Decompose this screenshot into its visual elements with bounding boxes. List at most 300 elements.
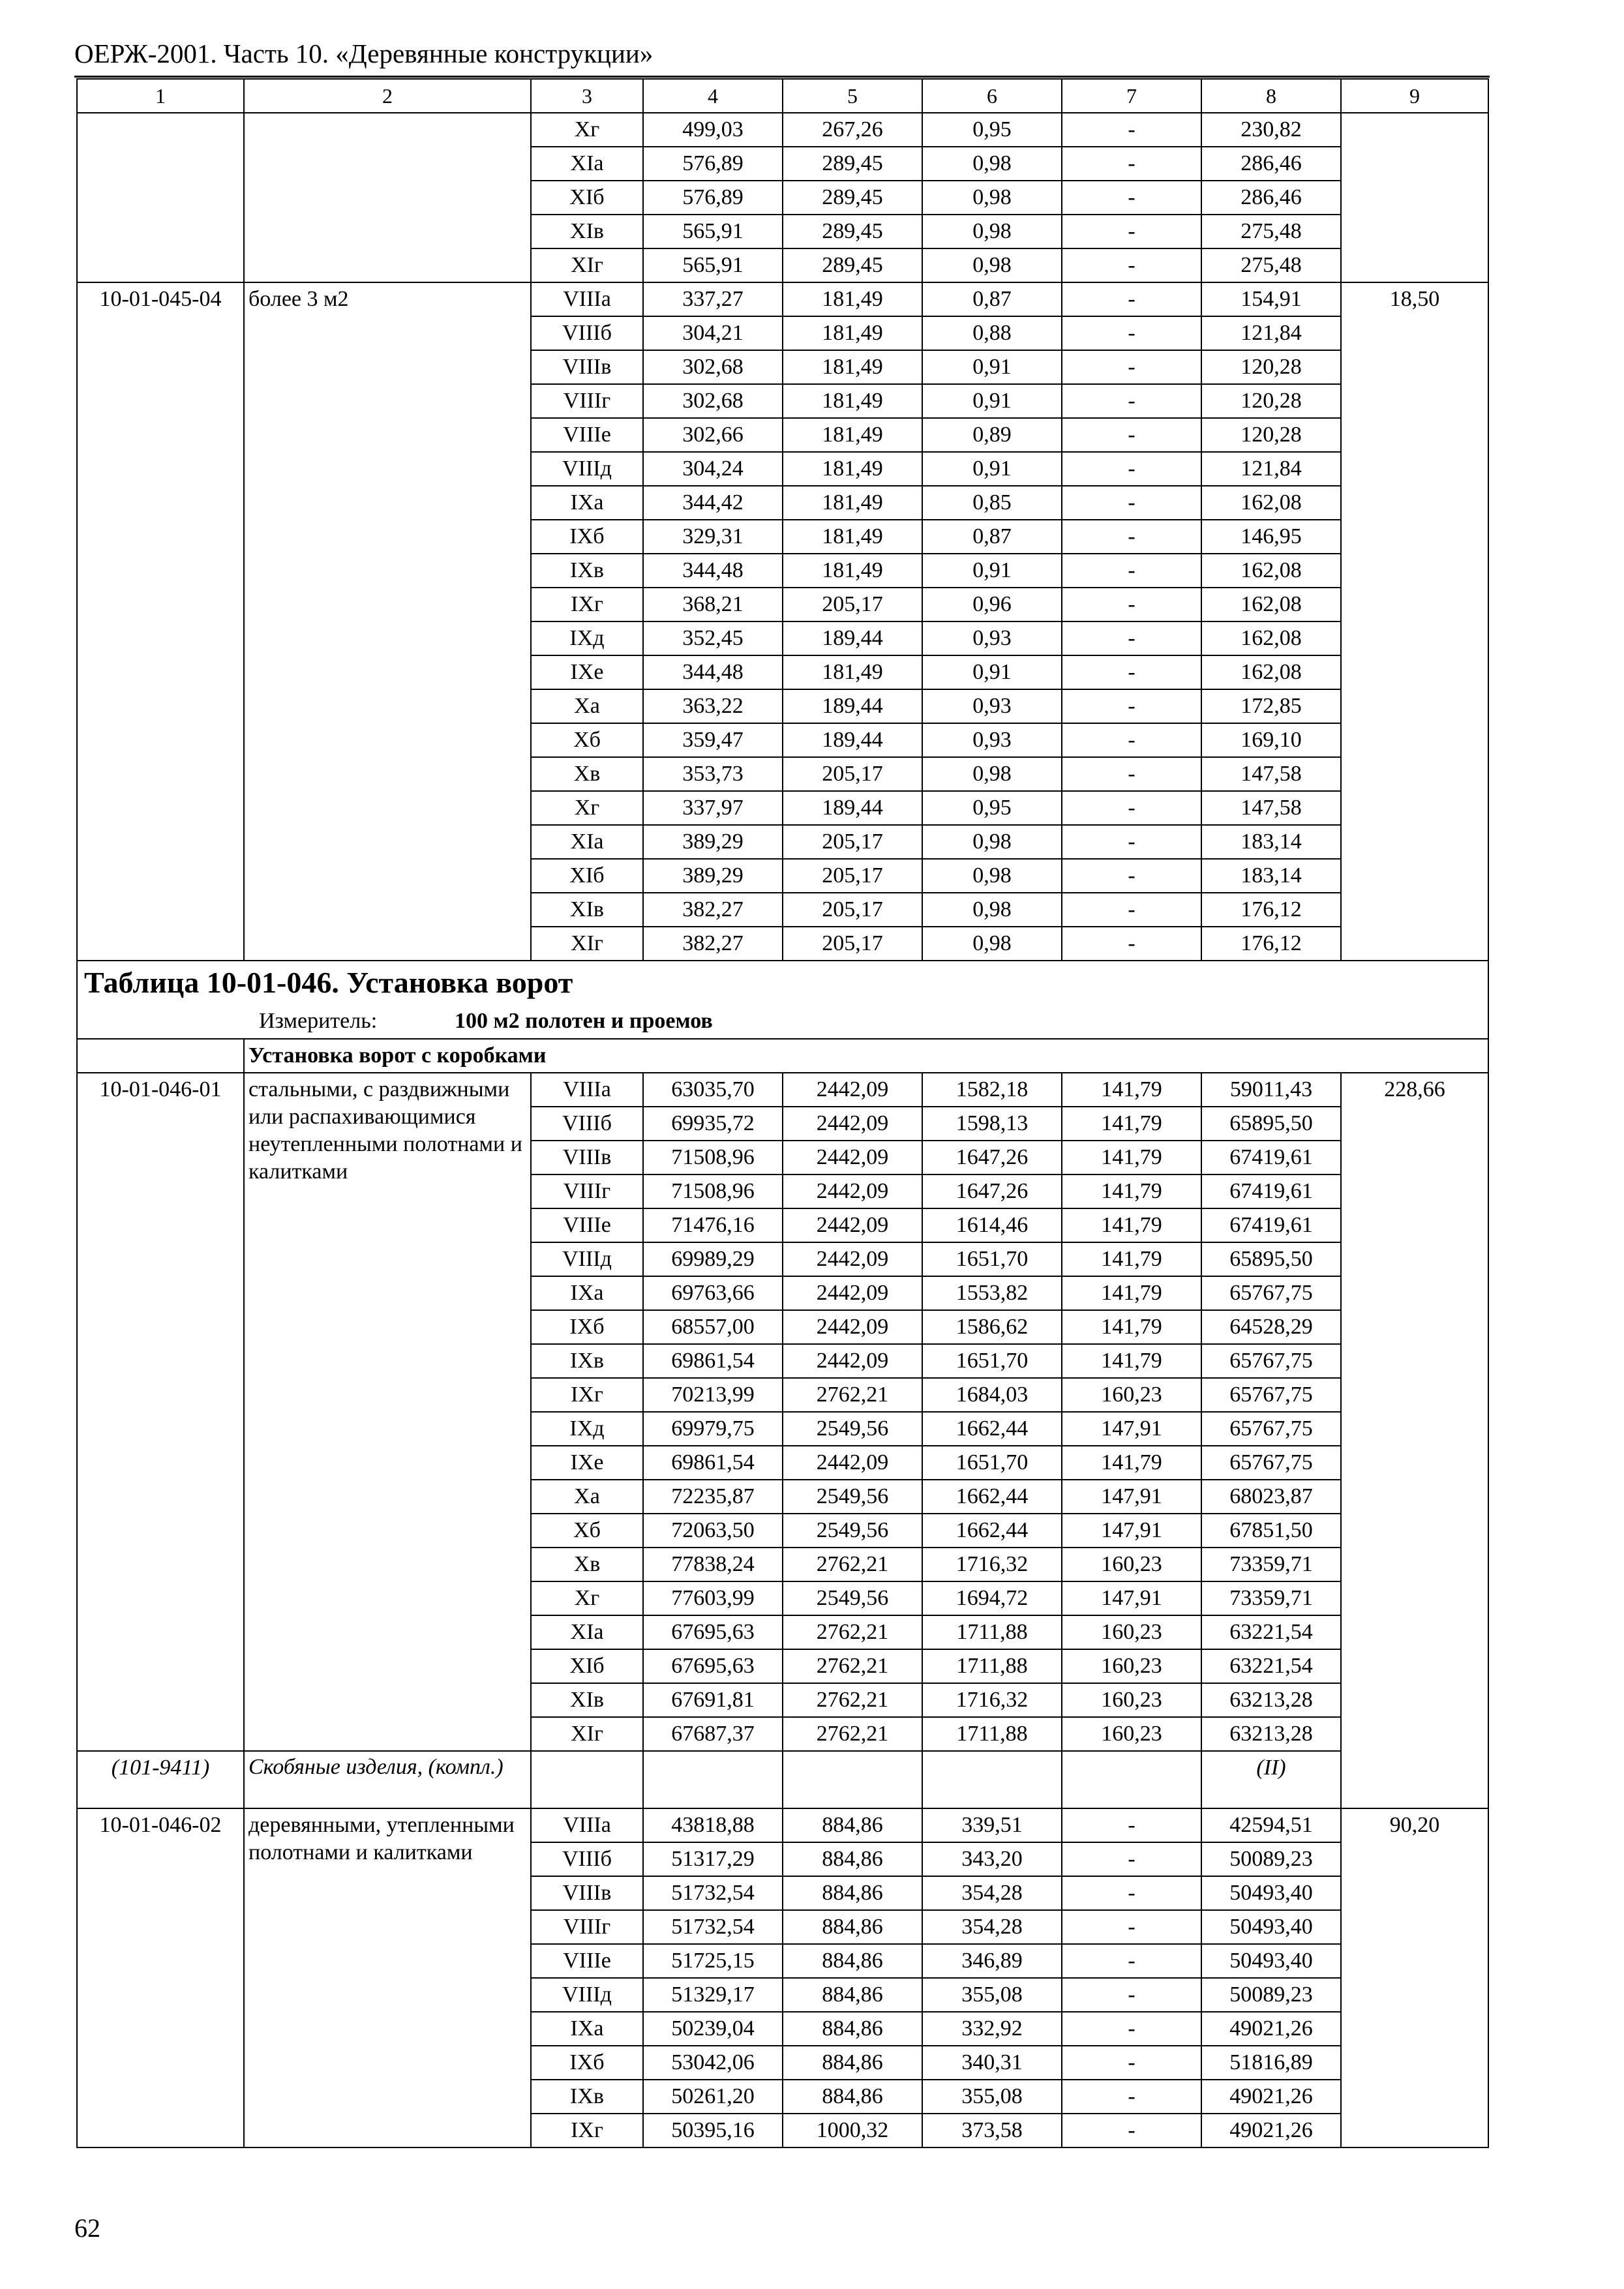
value-cell: 352,45 <box>643 621 783 655</box>
value-cell: 1586,62 <box>922 1310 1062 1344</box>
value-cell: 884,86 <box>783 2080 922 2114</box>
value-cell: 72235,87 <box>643 1480 783 1514</box>
value-cell: 884,86 <box>783 1978 922 2012</box>
value-cell: 289,45 <box>783 147 922 181</box>
column-number: 9 <box>1341 79 1488 113</box>
value-cell: 2442,09 <box>783 1446 922 1480</box>
value-cell: 141,79 <box>1062 1344 1201 1378</box>
value-cell: 1651,70 <box>922 1446 1062 1480</box>
value-cell: 2762,21 <box>783 1615 922 1649</box>
zone-cell: VIIIе <box>531 1208 643 1242</box>
empty-cell <box>77 113 244 282</box>
value-cell: 1651,70 <box>922 1344 1062 1378</box>
value-cell: - <box>1062 215 1201 248</box>
column-number: 3 <box>531 79 643 113</box>
value-cell: 162,08 <box>1201 655 1341 689</box>
zone-cell: VIIIб <box>531 316 643 350</box>
value-cell: - <box>1062 486 1201 520</box>
value-cell: 69989,29 <box>643 1242 783 1276</box>
value-cell: - <box>1062 2046 1201 2080</box>
value-cell: 0,91 <box>922 655 1062 689</box>
value-cell: 382,27 <box>643 927 783 961</box>
value-cell: 329,31 <box>643 520 783 554</box>
value-cell: 0,98 <box>922 859 1062 893</box>
zone-cell: Xа <box>531 689 643 723</box>
value-cell: - <box>1062 1978 1201 2012</box>
resource-description: Скобяные изделия, (компл.) <box>244 1751 531 1808</box>
value-cell: 373,58 <box>922 2114 1062 2147</box>
zone-cell: VIIIа <box>531 1808 643 1842</box>
value-cell: 275,48 <box>1201 215 1341 248</box>
value-cell: 73359,71 <box>1201 1581 1341 1615</box>
value-cell: 0,95 <box>922 791 1062 825</box>
value-cell: 884,86 <box>783 1876 922 1910</box>
value-cell: 337,97 <box>643 791 783 825</box>
value-cell: - <box>1062 859 1201 893</box>
value-cell: - <box>1062 927 1201 961</box>
value-cell: 176,12 <box>1201 927 1341 961</box>
value-cell: 50493,40 <box>1201 1944 1341 1978</box>
value-cell: 181,49 <box>783 384 922 418</box>
value-cell: 0,98 <box>922 825 1062 859</box>
value-cell: 141,79 <box>1062 1141 1201 1174</box>
value-cell: 576,89 <box>643 147 783 181</box>
value-cell: 141,79 <box>1062 1107 1201 1141</box>
value-cell: 141,79 <box>1062 1242 1201 1276</box>
column-number: 4 <box>643 79 783 113</box>
value-cell: 72063,50 <box>643 1514 783 1548</box>
value-cell: 289,45 <box>783 248 922 282</box>
value-cell: 147,91 <box>1062 1581 1201 1615</box>
value-cell: 51732,54 <box>643 1910 783 1944</box>
zone-cell: IXа <box>531 1276 643 1310</box>
value-cell: 141,79 <box>1062 1174 1201 1208</box>
value-cell: 205,17 <box>783 859 922 893</box>
value-cell: 343,20 <box>922 1842 1062 1876</box>
value-cell: - <box>1062 452 1201 486</box>
value-cell: 340,31 <box>922 2046 1062 2080</box>
value-cell: - <box>1062 1944 1201 1978</box>
value-cell: 0,98 <box>922 215 1062 248</box>
value-cell: 181,49 <box>783 418 922 452</box>
value-cell: 205,17 <box>783 588 922 621</box>
empty-cell <box>643 1751 783 1808</box>
value-cell: 69861,54 <box>643 1344 783 1378</box>
value-cell: 205,17 <box>783 893 922 927</box>
value-cell: 2549,56 <box>783 1581 922 1615</box>
value-cell: 172,85 <box>1201 689 1341 723</box>
value-cell: 49021,26 <box>1201 2080 1341 2114</box>
value-cell: 1651,70 <box>922 1242 1062 1276</box>
zone-cell: Xб <box>531 1514 643 1548</box>
value-cell: 205,17 <box>783 757 922 791</box>
value-cell: 368,21 <box>643 588 783 621</box>
zone-cell: XIг <box>531 1717 643 1751</box>
rates-table-body <box>77 79 1488 2147</box>
value-cell: 176,12 <box>1201 893 1341 927</box>
value-cell: 289,45 <box>783 181 922 215</box>
value-cell: 67419,61 <box>1201 1208 1341 1242</box>
value-cell: 65767,75 <box>1201 1412 1341 1446</box>
zone-cell: IXе <box>531 1446 643 1480</box>
value-cell: 0,93 <box>922 689 1062 723</box>
value-cell: 275,48 <box>1201 248 1341 282</box>
value-cell: 2442,09 <box>783 1344 922 1378</box>
value-cell: 344,48 <box>643 655 783 689</box>
value-cell: 1553,82 <box>922 1276 1062 1310</box>
value-cell: 147,91 <box>1062 1480 1201 1514</box>
zone-cell: VIIIе <box>531 418 643 452</box>
value-cell: 2762,21 <box>783 1548 922 1581</box>
value-cell: 162,08 <box>1201 554 1341 588</box>
column-number: 8 <box>1201 79 1341 113</box>
value-cell: 69763,66 <box>643 1276 783 1310</box>
value-cell: 71508,96 <box>643 1141 783 1174</box>
zone-cell: XIв <box>531 893 643 927</box>
value-cell: 337,27 <box>643 282 783 316</box>
labor-cost-cell: 90,20 <box>1341 1808 1488 2147</box>
value-cell: 141,79 <box>1062 1446 1201 1480</box>
value-cell: 141,79 <box>1062 1276 1201 1310</box>
rates-table <box>76 78 1489 2148</box>
value-cell: 2442,09 <box>783 1208 922 1242</box>
zone-cell: XIб <box>531 859 643 893</box>
value-cell: 884,86 <box>783 1910 922 1944</box>
value-cell: 65767,75 <box>1201 1378 1341 1412</box>
value-cell: 141,79 <box>1062 1073 1201 1107</box>
value-cell: 160,23 <box>1062 1378 1201 1412</box>
value-cell: 2442,09 <box>783 1174 922 1208</box>
empty-cell <box>531 1751 643 1808</box>
value-cell: 189,44 <box>783 689 922 723</box>
value-cell: - <box>1062 757 1201 791</box>
value-cell: 2442,09 <box>783 1141 922 1174</box>
value-cell: 147,58 <box>1201 791 1341 825</box>
labor-cost-cell: 18,50 <box>1341 282 1488 961</box>
value-cell: 363,22 <box>643 689 783 723</box>
value-cell: 65767,75 <box>1201 1446 1341 1480</box>
value-cell: - <box>1062 147 1201 181</box>
measure-label: Измеритель: <box>259 1009 378 1033</box>
value-cell: 0,91 <box>922 384 1062 418</box>
value-cell: 53042,06 <box>643 2046 783 2080</box>
value-cell: 120,28 <box>1201 384 1341 418</box>
value-cell: - <box>1062 621 1201 655</box>
value-cell: 0,98 <box>922 893 1062 927</box>
zone-cell: Xг <box>531 1581 643 1615</box>
zone-cell: XIг <box>531 927 643 961</box>
value-cell: 63213,28 <box>1201 1717 1341 1751</box>
zone-cell: IXв <box>531 554 643 588</box>
zone-cell: IXг <box>531 588 643 621</box>
value-cell: 120,28 <box>1201 418 1341 452</box>
value-cell: 1694,72 <box>922 1581 1062 1615</box>
value-cell: 2442,09 <box>783 1242 922 1276</box>
value-cell: 2442,09 <box>783 1073 922 1107</box>
value-cell: 63035,70 <box>643 1073 783 1107</box>
zone-cell: XIг <box>531 248 643 282</box>
zone-cell: Xв <box>531 757 643 791</box>
zone-cell: IXг <box>531 1378 643 1412</box>
value-cell: 2762,21 <box>783 1649 922 1683</box>
value-cell: 141,79 <box>1062 1310 1201 1344</box>
value-cell: 2762,21 <box>783 1717 922 1751</box>
value-cell: 51725,15 <box>643 1944 783 1978</box>
value-cell: 147,58 <box>1201 757 1341 791</box>
value-cell: 0,89 <box>922 418 1062 452</box>
value-cell: - <box>1062 282 1201 316</box>
column-number: 5 <box>783 79 922 113</box>
value-cell: 169,10 <box>1201 723 1341 757</box>
value-cell: 51732,54 <box>643 1876 783 1910</box>
value-cell: 565,91 <box>643 215 783 248</box>
page-number: 62 <box>74 2213 100 2243</box>
value-cell: - <box>1062 248 1201 282</box>
table-row <box>77 1808 1488 1842</box>
rate-description: более 3 м2 <box>244 282 531 961</box>
resource-class: (II) <box>1201 1751 1341 1808</box>
value-cell: - <box>1062 181 1201 215</box>
value-cell: - <box>1062 723 1201 757</box>
value-cell: 499,03 <box>643 113 783 147</box>
zone-cell: XIа <box>531 825 643 859</box>
table-row <box>77 282 1488 316</box>
zone-cell: XIв <box>531 215 643 248</box>
value-cell: 160,23 <box>1062 1649 1201 1683</box>
value-cell: 67419,61 <box>1201 1174 1341 1208</box>
value-cell: 355,08 <box>922 2080 1062 2114</box>
zone-cell: XIб <box>531 1649 643 1683</box>
value-cell: 51317,29 <box>643 1842 783 1876</box>
value-cell: 50089,23 <box>1201 1842 1341 1876</box>
zone-cell: VIIIг <box>531 1174 643 1208</box>
value-cell: 1716,32 <box>922 1548 1062 1581</box>
empty-cell <box>77 1039 244 1073</box>
table-title: Таблица 10-01-046. Установка ворот <box>77 961 1488 1004</box>
rate-description: стальными, с раздвижными или распахивающимися неутепленными полотнами и калитками <box>244 1073 531 1751</box>
value-cell: 0,91 <box>922 554 1062 588</box>
zone-cell: IXб <box>531 520 643 554</box>
zone-cell: IXд <box>531 1412 643 1446</box>
value-cell: 230,82 <box>1201 113 1341 147</box>
value-cell: 63221,54 <box>1201 1649 1341 1683</box>
value-cell: 1662,44 <box>922 1412 1062 1446</box>
value-cell: 65895,50 <box>1201 1242 1341 1276</box>
value-cell: 50261,20 <box>643 2080 783 2114</box>
value-cell: 289,45 <box>783 215 922 248</box>
empty-cell <box>1341 113 1488 282</box>
value-cell: 302,68 <box>643 350 783 384</box>
rate-code: 10-01-045-04 <box>77 282 244 961</box>
value-cell: 121,84 <box>1201 452 1341 486</box>
zone-cell: Xа <box>531 1480 643 1514</box>
value-cell: - <box>1062 520 1201 554</box>
empty-cell <box>783 1751 922 1808</box>
value-cell: 2549,56 <box>783 1480 922 1514</box>
value-cell: 50493,40 <box>1201 1876 1341 1910</box>
zone-cell: Xг <box>531 113 643 147</box>
value-cell: 1598,13 <box>922 1107 1062 1141</box>
zone-cell: VIIIа <box>531 1073 643 1107</box>
value-cell: 154,91 <box>1201 282 1341 316</box>
value-cell: 0,91 <box>922 452 1062 486</box>
zone-cell: VIIIб <box>531 1107 643 1141</box>
table-title-row <box>77 961 1488 1004</box>
value-cell: - <box>1062 1910 1201 1944</box>
value-cell: - <box>1062 588 1201 621</box>
value-cell: 1711,88 <box>922 1615 1062 1649</box>
value-cell: 67695,63 <box>643 1615 783 1649</box>
value-cell: 346,89 <box>922 1944 1062 1978</box>
value-cell: 304,24 <box>643 452 783 486</box>
zone-cell: VIIIд <box>531 1242 643 1276</box>
zone-cell: VIIIг <box>531 1910 643 1944</box>
value-cell: - <box>1062 113 1201 147</box>
value-cell: 67419,61 <box>1201 1141 1341 1174</box>
value-cell: 0,98 <box>922 147 1062 181</box>
value-cell: 0,85 <box>922 486 1062 520</box>
zone-cell: IXб <box>531 2046 643 2080</box>
zone-cell: IXв <box>531 1344 643 1378</box>
value-cell: 67695,63 <box>643 1649 783 1683</box>
value-cell: 67687,37 <box>643 1717 783 1751</box>
value-cell: 1711,88 <box>922 1649 1062 1683</box>
value-cell: 160,23 <box>1062 1683 1201 1717</box>
value-cell: 50493,40 <box>1201 1910 1341 1944</box>
rate-description: деревянными, утепленными полотнами и калитками <box>244 1808 531 2147</box>
value-cell: 69935,72 <box>643 1107 783 1141</box>
value-cell: 286,46 <box>1201 147 1341 181</box>
value-cell: 0,98 <box>922 248 1062 282</box>
table-row <box>77 113 1488 147</box>
value-cell: 63213,28 <box>1201 1683 1341 1717</box>
value-cell: 50239,04 <box>643 2012 783 2046</box>
value-cell: - <box>1062 316 1201 350</box>
value-cell: 339,51 <box>922 1808 1062 1842</box>
value-cell: 162,08 <box>1201 588 1341 621</box>
value-cell: 1662,44 <box>922 1514 1062 1548</box>
empty-cell <box>1062 1751 1201 1808</box>
value-cell: 65895,50 <box>1201 1107 1341 1141</box>
value-cell: 332,92 <box>922 2012 1062 2046</box>
resource-row <box>77 1751 1488 1808</box>
zone-cell: VIIIд <box>531 452 643 486</box>
value-cell: 189,44 <box>783 791 922 825</box>
value-cell: 354,28 <box>922 1876 1062 1910</box>
value-cell: 344,42 <box>643 486 783 520</box>
value-cell: 63221,54 <box>1201 1615 1341 1649</box>
value-cell: 68557,00 <box>643 1310 783 1344</box>
zone-cell: IXв <box>531 2080 643 2114</box>
zone-cell: IXе <box>531 655 643 689</box>
value-cell: 0,87 <box>922 282 1062 316</box>
value-cell: 77838,24 <box>643 1548 783 1581</box>
value-cell: 0,98 <box>922 181 1062 215</box>
value-cell: 65767,75 <box>1201 1344 1341 1378</box>
value-cell: 162,08 <box>1201 621 1341 655</box>
zone-cell: VIIIв <box>531 1876 643 1910</box>
value-cell: 353,73 <box>643 757 783 791</box>
value-cell: 382,27 <box>643 893 783 927</box>
zone-cell: Xв <box>531 1548 643 1581</box>
value-cell: 565,91 <box>643 248 783 282</box>
value-cell: 181,49 <box>783 520 922 554</box>
value-cell: 71476,16 <box>643 1208 783 1242</box>
value-cell: 69979,75 <box>643 1412 783 1446</box>
value-cell: 181,49 <box>783 350 922 384</box>
value-cell: 181,49 <box>783 655 922 689</box>
value-cell: 77603,99 <box>643 1581 783 1615</box>
value-cell: - <box>1062 1808 1201 1842</box>
value-cell: 2549,56 <box>783 1514 922 1548</box>
value-cell: 344,48 <box>643 554 783 588</box>
value-cell: 43818,88 <box>643 1808 783 1842</box>
value-cell: 884,86 <box>783 2046 922 2080</box>
zone-cell: IXа <box>531 2012 643 2046</box>
value-cell: 576,89 <box>643 181 783 215</box>
value-cell: 884,86 <box>783 2012 922 2046</box>
value-cell: 0,98 <box>922 927 1062 961</box>
column-number: 2 <box>244 79 531 113</box>
value-cell: - <box>1062 791 1201 825</box>
value-cell: 0,96 <box>922 588 1062 621</box>
value-cell: 884,86 <box>783 1842 922 1876</box>
value-cell: 160,23 <box>1062 1717 1201 1751</box>
value-cell: - <box>1062 2012 1201 2046</box>
value-cell: 302,66 <box>643 418 783 452</box>
value-cell: 302,68 <box>643 384 783 418</box>
value-cell: 389,29 <box>643 825 783 859</box>
value-cell: 181,49 <box>783 554 922 588</box>
zone-cell: VIIIг <box>531 384 643 418</box>
value-cell: - <box>1062 689 1201 723</box>
value-cell: 147,91 <box>1062 1514 1201 1548</box>
value-cell: 141,79 <box>1062 1208 1201 1242</box>
zone-cell: XIб <box>531 181 643 215</box>
value-cell: 160,23 <box>1062 1548 1201 1581</box>
value-cell: 1684,03 <box>922 1378 1062 1412</box>
zone-cell: VIIIв <box>531 350 643 384</box>
value-cell: 205,17 <box>783 927 922 961</box>
zone-cell: VIIIа <box>531 282 643 316</box>
zone-cell: XIа <box>531 147 643 181</box>
value-cell: 1614,46 <box>922 1208 1062 1242</box>
measure-value: 100 м2 полотен и проемов <box>455 1009 713 1033</box>
value-cell: - <box>1062 893 1201 927</box>
page-header: ОЕРЖ-2001. Часть 10. «Деревянные конструкции» <box>74 34 1490 78</box>
value-cell: 304,21 <box>643 316 783 350</box>
zone-cell: XIа <box>531 1615 643 1649</box>
column-number: 7 <box>1062 79 1201 113</box>
value-cell: 183,14 <box>1201 859 1341 893</box>
value-cell: - <box>1062 1842 1201 1876</box>
value-cell: 67691,81 <box>643 1683 783 1717</box>
value-cell: 0,98 <box>922 757 1062 791</box>
value-cell: 0,93 <box>922 723 1062 757</box>
value-cell: 181,49 <box>783 282 922 316</box>
value-cell: - <box>1062 418 1201 452</box>
value-cell: 267,26 <box>783 113 922 147</box>
value-cell: 2549,56 <box>783 1412 922 1446</box>
measure-cell <box>77 1004 1488 1039</box>
value-cell: 120,28 <box>1201 350 1341 384</box>
value-cell: 49021,26 <box>1201 2114 1341 2147</box>
value-cell: 181,49 <box>783 486 922 520</box>
value-cell: 49021,26 <box>1201 2012 1341 2046</box>
zone-cell: VIIIд <box>531 1978 643 2012</box>
value-cell: 51329,17 <box>643 1978 783 2012</box>
value-cell: 2762,21 <box>783 1378 922 1412</box>
